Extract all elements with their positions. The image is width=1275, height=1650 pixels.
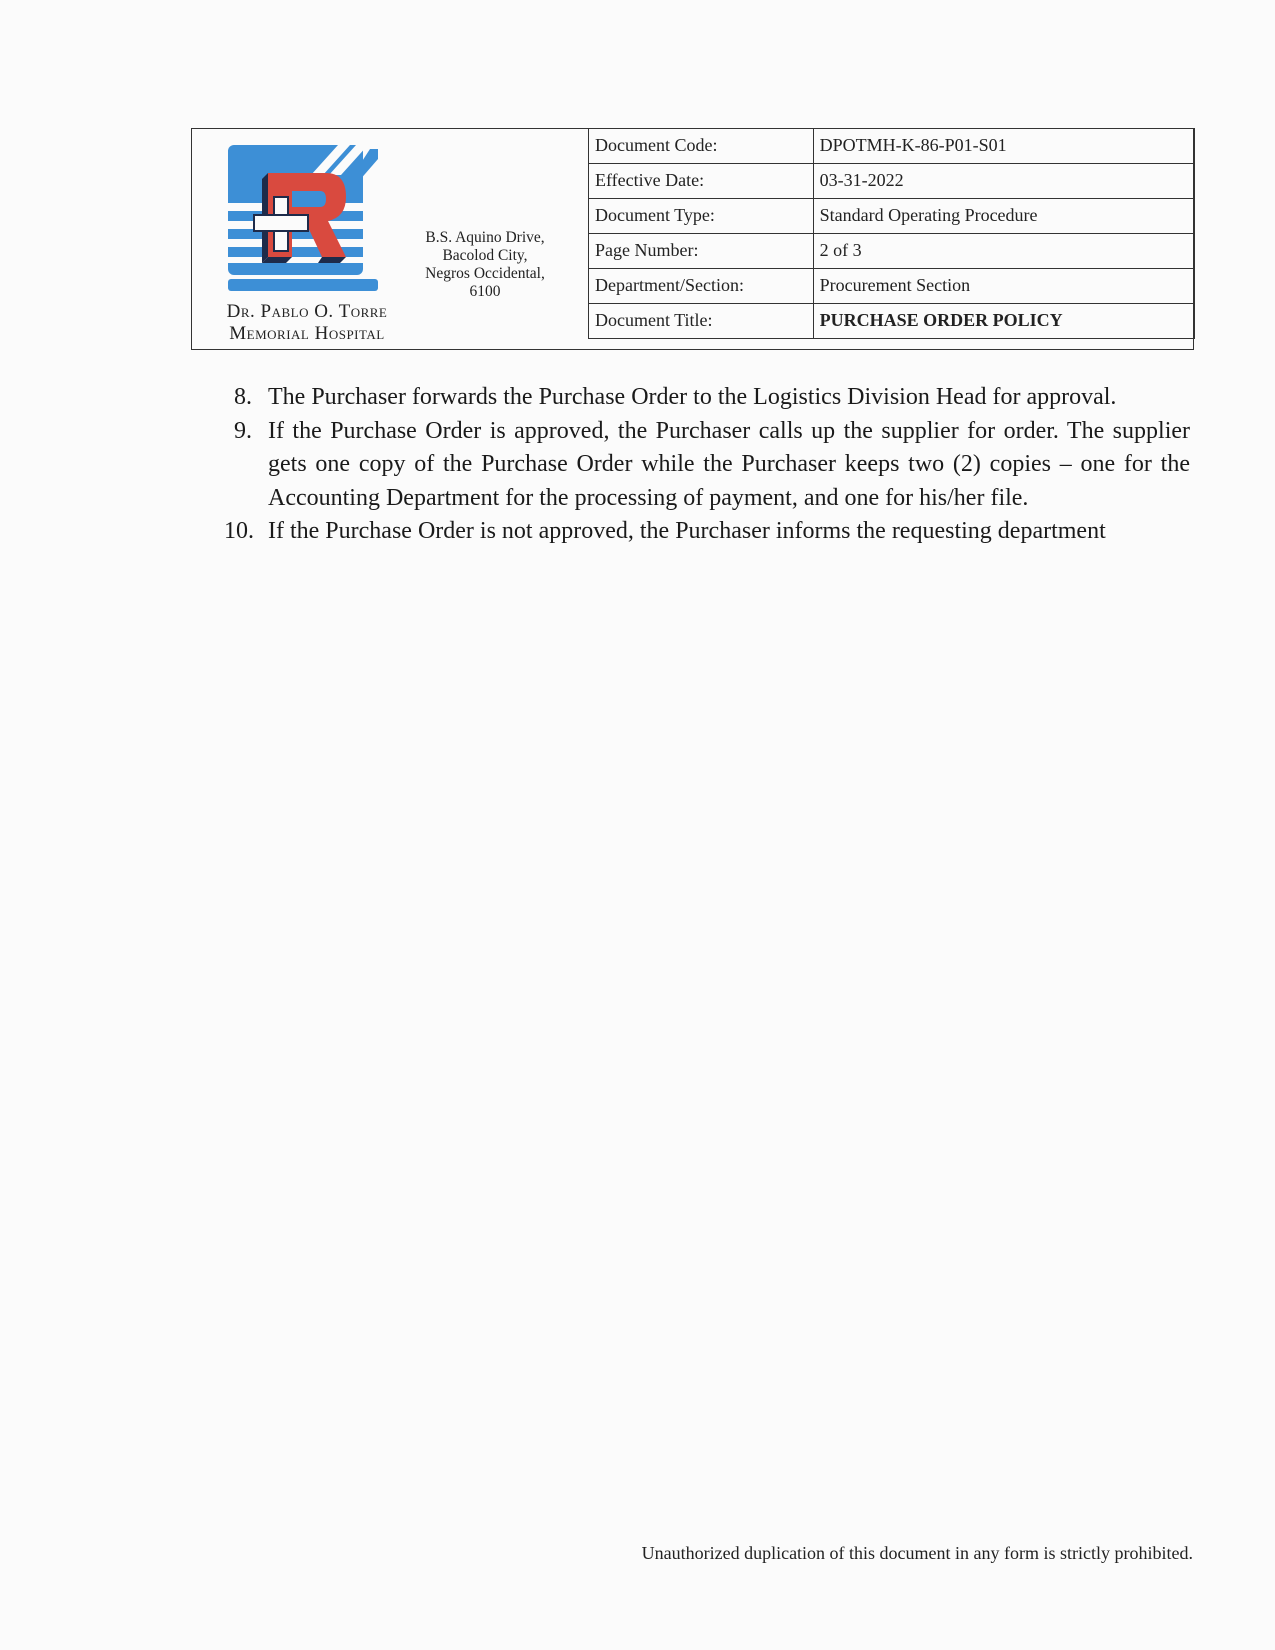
document-title-value: PURCHASE ORDER POLICY: [813, 303, 1194, 338]
hospital-name-line1: Dr. Pablo O. Torre: [226, 301, 388, 322]
document-title-label: Document Title:: [589, 303, 814, 338]
department-label: Department/Section:: [589, 268, 814, 303]
page-number-label: Page Number:: [589, 233, 814, 268]
document-code-value: DPOTMH-K-86-P01-S01: [813, 128, 1194, 163]
step-number: 8.: [234, 384, 252, 410]
table-row: [589, 163, 1195, 198]
effective-date-value: 03-31-2022: [813, 163, 1194, 198]
address-line: Bacolod City,: [442, 247, 528, 264]
list-item: [226, 415, 1190, 516]
table-row: [589, 233, 1195, 268]
step-number: 10.: [224, 518, 254, 544]
step-number: 9.: [234, 417, 252, 444]
page-number-value: 2 of 3: [813, 233, 1194, 268]
footer-notice: Unauthorized duplication of this document in any form is strictly prohibited.: [641, 1543, 1193, 1563]
effective-date-label: Effective Date:: [589, 163, 814, 198]
document-type-value: Standard Operating Procedure: [813, 198, 1194, 233]
procedure-steps: [226, 381, 1190, 549]
table-row: [589, 198, 1195, 233]
table-row: [589, 268, 1195, 303]
document-header: [191, 128, 1194, 350]
logo-cell: [192, 129, 412, 349]
address-line: B.S. Aquino Drive,: [425, 229, 545, 246]
hospital-name-line2: Memorial Hospital: [229, 323, 385, 344]
hospital-logo: [228, 145, 388, 295]
table-row: [589, 303, 1195, 338]
list-item: [226, 515, 1190, 549]
address-line: 6100: [469, 283, 501, 300]
table-row: [589, 128, 1195, 163]
document-type-label: Document Type:: [589, 198, 814, 233]
step-text: The Purchaser forwards the Purchase Order to the Logistics Division Head for approval.: [268, 384, 1117, 410]
department-value: Procurement Section: [813, 268, 1194, 303]
hospital-address: [414, 229, 556, 301]
document-info-table: [588, 128, 1195, 339]
address-line: Negros Occidental,: [425, 265, 545, 282]
document-code-label: Document Code:: [589, 128, 814, 163]
step-text: If the Purchase Order is not approved, the Purchaser informs the requesting department: [268, 518, 1106, 544]
list-item: [226, 381, 1190, 415]
step-text: If the Purchase Order is approved, the Purchaser calls up the supplier for order. The supplier gets one copy of the Purchase Order while the Purchaser keeps two (2) copies – one for the Accounting Department for the processing of payment, and one for his/her file.: [268, 417, 1190, 511]
